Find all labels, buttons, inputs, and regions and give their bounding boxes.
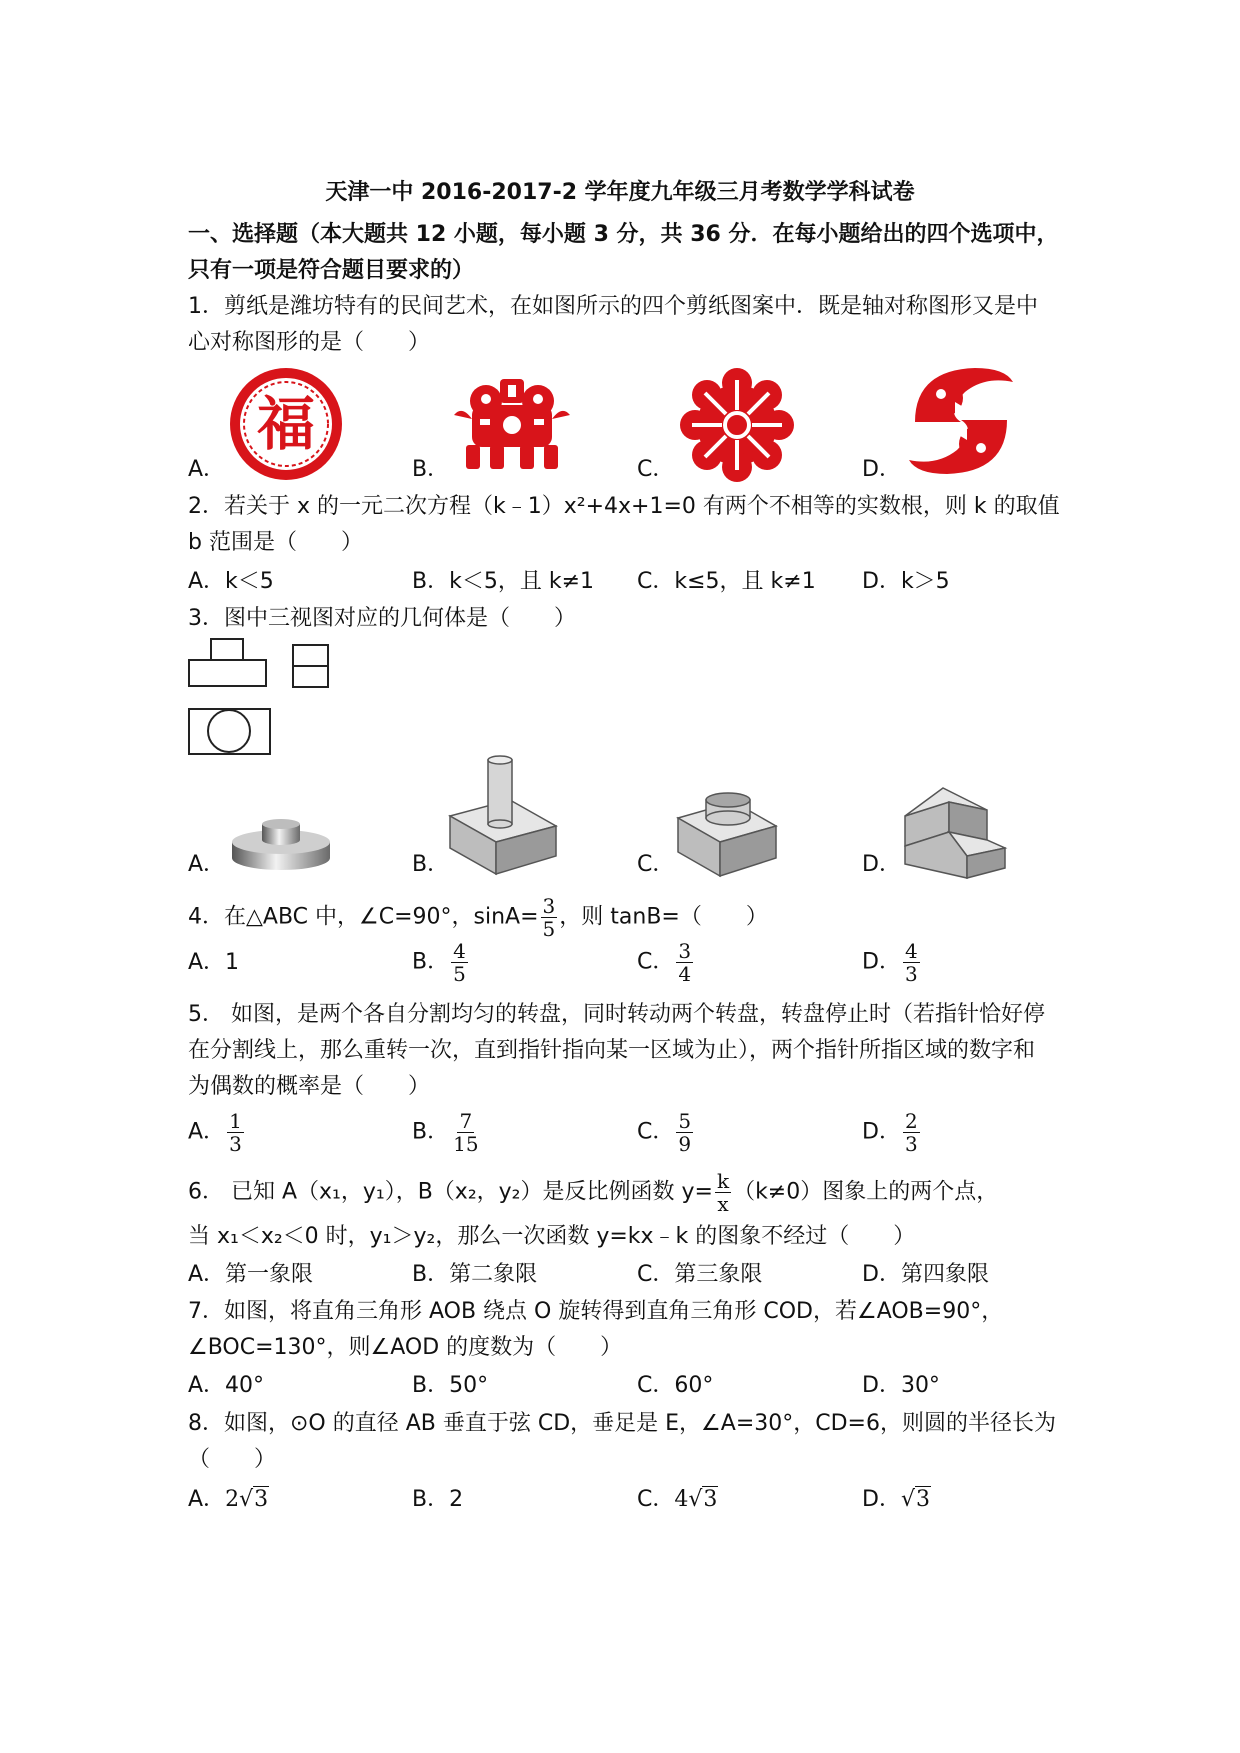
q4-option-b-label: B．: [412, 949, 450, 975]
q8-option-d-radicand: 3: [915, 1487, 930, 1512]
q1-stem-line1: 1．剪纸是潍坊特有的民间艺术，在如图所示的四个剪纸图案中．既是轴对称图形又是中: [188, 294, 1038, 319]
q4-option-d-num: 4: [904, 939, 918, 963]
q4-stem-pre: 4．在△ABC 中，∠C=90°，sinA=: [188, 904, 539, 930]
q5-option-b[interactable]: [412, 1110, 483, 1155]
fu-character: 福: [256, 390, 316, 458]
q5-option-c-fraction: [676, 1110, 693, 1155]
q4-stem: [188, 895, 768, 940]
q2-option-a[interactable]: A．k＜5: [188, 569, 274, 594]
q5-option-d-num: 2: [904, 1109, 918, 1133]
q5-option-b-num: 7: [459, 1109, 473, 1133]
q6-option-b[interactable]: B．第二象限: [412, 1262, 538, 1287]
q4-option-b[interactable]: [412, 940, 470, 985]
q8-option-c-radicand: 3: [703, 1487, 718, 1512]
q8-option-c-coef: 4: [674, 1487, 689, 1512]
q5-option-d-den: 3: [904, 1132, 918, 1156]
q6-stem-post: （k≠0）图象上的两个点，: [733, 1179, 999, 1205]
papercut-twin-lions-image: [452, 375, 572, 475]
q8-option-d[interactable]: [862, 1485, 931, 1515]
q5-option-d[interactable]: [862, 1110, 922, 1155]
q5-option-a[interactable]: [188, 1110, 246, 1155]
exam-title: 天津一中 2016-2017-2 学年度九年级三月考数学学科试卷: [325, 180, 915, 205]
q4-option-c[interactable]: [637, 940, 695, 985]
q5-option-c-label: C．: [637, 1119, 675, 1145]
papercut-fish-image: [905, 362, 1017, 480]
solid-a-stacked-cylinders: [228, 812, 334, 874]
q8-option-d-label: D．: [862, 1487, 901, 1512]
q6-fraction-num: k: [716, 1169, 730, 1193]
q1-option-d[interactable]: D．: [862, 457, 901, 482]
q5-option-b-fraction: [451, 1110, 480, 1155]
q5-stem-line1: 5． 如图，是两个各自分割均匀的转盘，同时转动两个转盘，转盘停止时（若指针恰好停: [188, 1002, 1045, 1027]
q5-stem-line2: 在分割线上，那么重转一次，直到指针指向某一区域为止），两个指针所指区域的数字和: [188, 1038, 1036, 1063]
section-heading-line1: 一、选择题（本大题共 12 小题，每小题 3 分，共 36 分．在每小题给出的四个选项中，: [188, 222, 1059, 247]
papercut-fu-image: [228, 366, 344, 482]
q8-option-a-coef: 2: [225, 1487, 240, 1512]
q8-stem-line1: 8．如图，⊙O 的直径 AB 垂直于弦 CD，垂足是 E，∠A=30°，CD=6，则圆的半径长为: [188, 1411, 1056, 1436]
q4-sina-den: 5: [542, 917, 556, 941]
q5-option-b-label: B．: [412, 1119, 450, 1145]
q8-option-a-root: 2√3: [225, 1487, 269, 1512]
q3-option-d[interactable]: D．: [862, 852, 901, 877]
q5-option-c-num: 5: [678, 1109, 692, 1133]
q4-option-c-fraction: [676, 940, 693, 985]
top-view-drawing: [188, 708, 272, 756]
q4-option-b-den: 5: [453, 962, 466, 986]
q6-stem-line1: [188, 1170, 998, 1215]
q3-stem-line1: 3．图中三视图对应的几何体是（ ）: [188, 606, 576, 631]
q6-option-d[interactable]: D．第四象限: [862, 1262, 989, 1287]
q8-option-b[interactable]: B．2: [412, 1487, 464, 1512]
front-view-drawing: [188, 638, 268, 688]
q7-stem-line2: ∠BOC=130°，则∠AOD 的度数为（ ）: [188, 1335, 623, 1360]
q4-option-c-num: 3: [678, 939, 692, 963]
q4-stem-post: ，则 tanB=（ ）: [559, 904, 768, 930]
q3-option-c[interactable]: C．: [637, 852, 675, 877]
q5-option-a-num: 1: [229, 1109, 242, 1133]
q8-option-c[interactable]: [637, 1485, 718, 1515]
q4-option-c-label: C．: [637, 949, 675, 975]
q4-sina-fraction: [541, 895, 558, 940]
q8-option-a-radicand: 3: [254, 1487, 269, 1512]
q4-option-b-num: 4: [453, 939, 466, 963]
q3-option-a[interactable]: A．: [188, 852, 226, 877]
q5-option-c-den: 9: [678, 1132, 692, 1156]
q7-option-c[interactable]: C．60°: [637, 1373, 714, 1398]
q5-option-a-label: A．: [188, 1119, 226, 1145]
q5-option-b-den: 15: [453, 1132, 479, 1156]
q8-option-d-root: √3: [900, 1487, 930, 1512]
q7-stem-line1: 7．如图，将直角三角形 AOB 绕点 O 旋转得到直角三角形 COD，若∠AOB=90°，: [188, 1299, 1004, 1324]
q4-option-d-label: D．: [862, 949, 901, 975]
q4-option-d-den: 3: [904, 962, 918, 986]
q5-stem-line3: 为偶数的概率是（ ）: [188, 1074, 431, 1099]
q2-option-d[interactable]: D．k＞5: [862, 569, 950, 594]
q4-option-b-fraction: [451, 940, 468, 985]
q2-stem-line1: 2．若关于 x 的一元二次方程（k﹣1）x²+4x+1=0 有两个不相等的实数根，则 k 的取值: [188, 494, 1060, 519]
q5-option-d-fraction: [903, 1110, 920, 1155]
q6-k-over-x-fraction: [715, 1170, 731, 1215]
q3-option-b[interactable]: B．: [412, 852, 450, 877]
q8-option-a[interactable]: [188, 1485, 269, 1515]
q1-stem-line2: 心对称图形的是（ ）: [188, 330, 431, 355]
solid-d-stepped-block: [903, 784, 1007, 880]
papercut-flower-image: [678, 366, 796, 484]
q8-option-a-label: A．: [188, 1487, 226, 1512]
q1-option-b[interactable]: B．: [412, 457, 450, 482]
q6-stem-line2: 当 x₁＜x₂＜0 时，y₁＞y₂，那么一次函数 y=kx﹣k 的图象不经过（ ）: [188, 1224, 916, 1249]
q8-option-c-label: C．: [637, 1487, 675, 1512]
q5-option-a-fraction: [227, 1110, 244, 1155]
q6-fraction-den: x: [717, 1192, 729, 1216]
q4-option-d[interactable]: [862, 940, 922, 985]
section-heading-line2: 只有一项是符合题目要求的）: [188, 258, 475, 283]
q8-option-c-root: 4√3: [674, 1487, 718, 1512]
q7-option-d[interactable]: D．30°: [862, 1373, 940, 1398]
q6-stem-pre: 6． 已知 A（x₁，y₁），B（x₂，y₂）是反比例函数 y=: [188, 1179, 713, 1205]
q6-option-a[interactable]: A．第一象限: [188, 1262, 314, 1287]
q1-option-a[interactable]: A．: [188, 457, 226, 482]
solid-c-box-with-short-cylinder: [676, 784, 778, 880]
side-view-drawing: [292, 644, 330, 688]
q4-option-d-fraction: [903, 940, 920, 985]
q7-option-a[interactable]: A．40°: [188, 1373, 265, 1398]
q2-option-b[interactable]: B．k＜5，且 k≠1: [412, 569, 594, 594]
q7-option-b[interactable]: B．50°: [412, 1373, 489, 1398]
solid-b-box-with-tall-cylinder: [448, 752, 558, 876]
q2-stem-line2: b 范围是（ ）: [188, 530, 363, 555]
q5-option-c[interactable]: [637, 1110, 695, 1155]
q4-sina-num: 3: [542, 894, 556, 918]
q6-option-c[interactable]: C．第三象限: [637, 1262, 763, 1287]
q2-option-c[interactable]: C．k≤5，且 k≠1: [637, 569, 816, 594]
q1-option-c[interactable]: C．: [637, 457, 675, 482]
q4-option-a[interactable]: A．1: [188, 950, 240, 975]
q5-option-d-label: D．: [862, 1119, 901, 1145]
q4-option-c-den: 4: [678, 962, 692, 986]
q8-stem-line2: （ ）: [188, 1447, 277, 1472]
q5-option-a-den: 3: [229, 1132, 242, 1156]
